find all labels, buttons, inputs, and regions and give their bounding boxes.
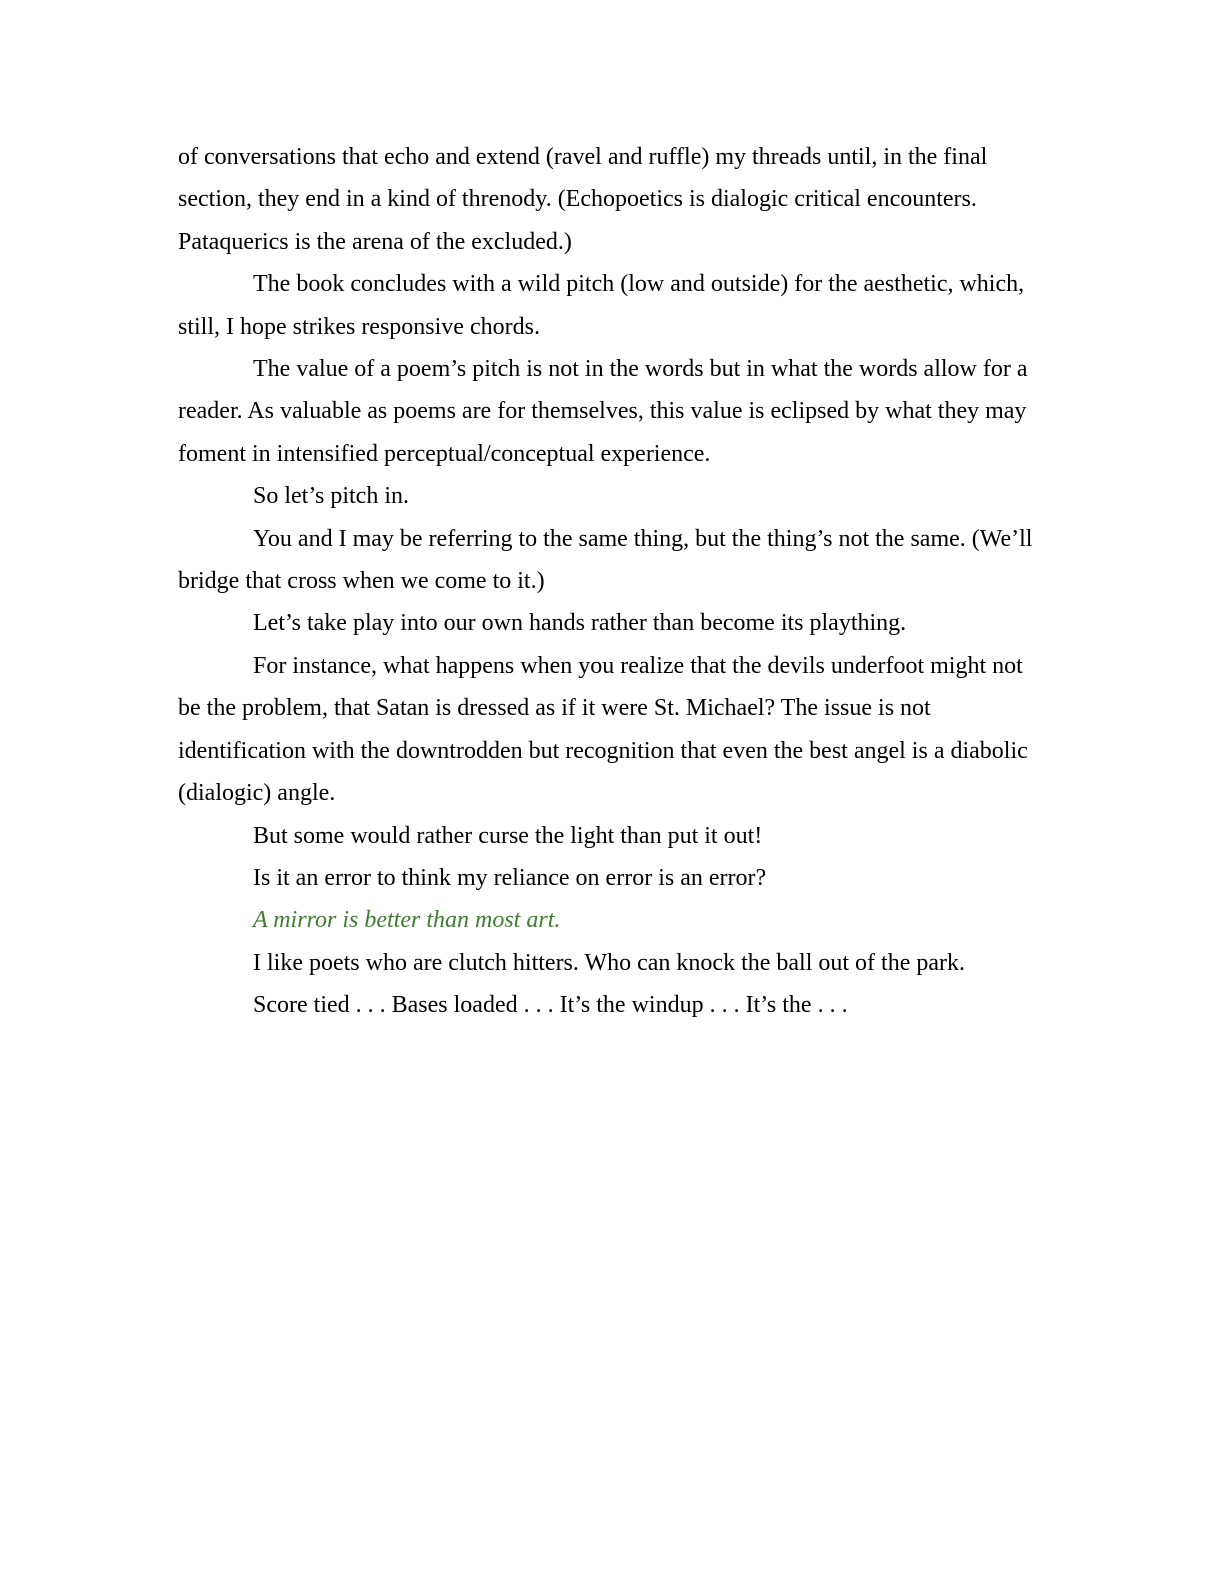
paragraph-reliance-on-error: Is it an error to think my reliance on error is an error? xyxy=(253,864,767,891)
paragraph-devils-underfoot: For instance, what happens when you realize that the devils underfoot might not be the problem, that Satan is dressed as if it were St. Michael? The issue is not identification with the downtrodden but recognition that even the best angel is a diabolic (dialogic) angle. xyxy=(178,652,1028,807)
paragraph-mirror-quote: A mirror is better than most art. xyxy=(253,907,561,934)
paragraph-value-of-pitch: The value of a poem’s pitch is not in the words but in what the words allow for a reader. As valuable as poems are for themselves, this value is eclipsed by what they may foment in intensified perceptual/conceptual experience. xyxy=(178,356,1028,467)
paragraph-curse-the-light: But some would rather curse the light than put it out! xyxy=(253,822,763,849)
document-text-block xyxy=(178,136,1046,1027)
paragraph-score-tied: Score tied . . . Bases loaded . . . It’s the windup . . . It’s the . . . xyxy=(253,992,848,1019)
paragraph-book-concludes: The book concludes with a wild pitch (low and outside) for the aesthetic, which, still, I hope strikes responsive chords. xyxy=(178,271,1025,340)
paragraph-same-thing: You and I may be referring to the same thing, but the thing’s not the same. (We’ll bridge that cross when we come to it.) xyxy=(178,525,1033,595)
paragraph-lets-pitch-in: So let’s pitch in. xyxy=(253,483,409,510)
paragraph-clutch-hitters: I like poets who are clutch hitters. Who can knock the ball out of the park. xyxy=(253,949,966,976)
paragraph-take-play: Let’s take play into our own hands rather than become its plaything. xyxy=(253,610,907,637)
paragraph-continuation-threnody: of conversations that echo and extend (ravel and ruffle) my threads until, in the final section, they end in a kind of threnody. (Echopoetics is dialogic critical encounters. Pataquerics is the arena of the excluded.) xyxy=(178,144,988,255)
